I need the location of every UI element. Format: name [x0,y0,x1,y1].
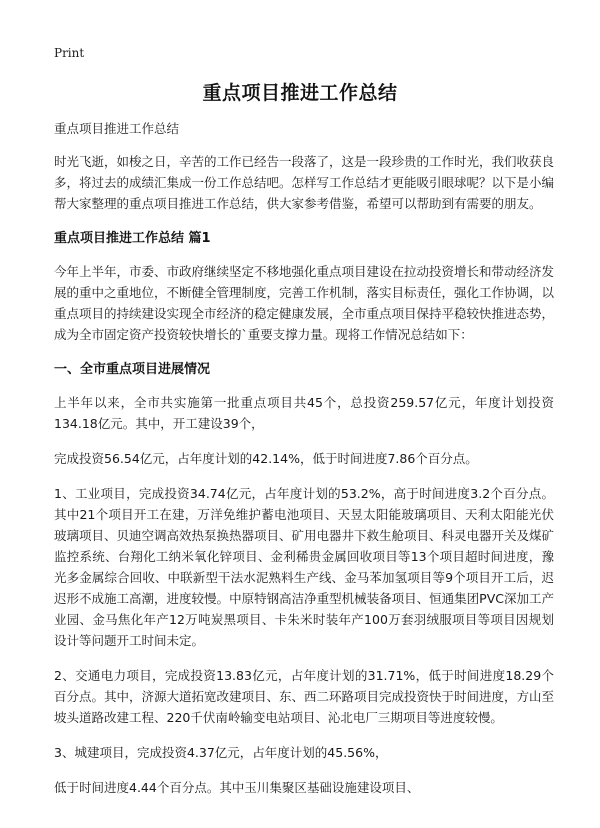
section-subheading: 一、全市重点项目进展情况 [54,362,211,377]
document-subtitle: 重点项目推进工作总结 [54,121,180,136]
document-body [54,118,554,798]
section-intro-paragraph: 今年上半年，市委、市政府继续坚定不移地强化重点项目建设在拉动投资增长和带动经济发展的重中之重地位，不断健全管理制度，完善工作机制，落实目标责任，强化工作协调，以重点项目的持续建设实现全市经济的稳定健康发展，全市重点项目保持平稳较快推进态势，成为全市固定资产投资较快增长的`重要支撑力量。现将工作情况总结如下： [54,264,555,342]
page-title: 重点项目推进工作总结 [202,82,398,104]
body-paragraph-4: 2、交通电力项目，完成投资13.83亿元，占年度计划的31.71%，低于时间进度18.29个百分点。其中，济源大道拓宽改建项目、东、西二环路项目完成投资快于时间进度，方山至坡头道路改建工程、220千伏南岭输变电站项目、沁北电厂三期项目等进度较慢。 [54,668,555,725]
body-paragraph-3: 1、工业项目，完成投资34.74亿元，占年度计划的53.2%，高于时间进度3.2个百分点。其中21个项目开工在建，万洋免维护蓄电池项目、天昱太阳能玻璃项目、天利太阳能光伏玻璃项目、贝迪空调高效热泵换热器项目、矿用电器井下救生舱项目、科灵电器开关及煤矿监控系统、台翔化工纳米氧化锌项目、金利稀贵金属回收项目等13个项目超时间进度，豫光多金属综合回收、中联新型干法水泥熟料生产线、金马苯加氢项目等9个项目开工后，迟迟形不成施工高潮，进度较慢。中原特钢高洁净重型机械装备项目、恒通集团PVC深加工产业园、金马焦化年产12万吨炭黑项目、卡朱米时装年产100万套羽绒服项目等项目因规划设计等问题开工时间未定。 [54,486,555,648]
body-paragraph-1: 上半年以来，全市共实施第一批重点项目共45个，总投资259.57亿元，年度计划投资134.18亿元。其中，开工建设39个， [54,395,554,431]
intro-paragraph: 时光飞逝，如梭之日，辛苦的工作已经告一段落了，这是一段珍贵的工作时光，我们收获良多，将过去的成绩汇集成一份工作总结吧。怎样写工作总结才更能吸引眼球呢？以下是小编帮大家整理的重点项目推进工作总结，供大家参考借鉴，希望可以帮助到有需要的朋友。 [54,154,555,211]
body-paragraph-5: 3、城建项目，完成投资4.37亿元，占年度计划的45.56%， [54,745,388,760]
section-heading: 重点项目推进工作总结 篇1 [54,231,211,246]
body-paragraph-2: 完成投资56.54亿元，占年度计划的42.14%，低于时间进度7.86个百分点。 [54,451,478,466]
body-paragraph-6: 低于时间进度4.44个百分点。其中玉川集聚区基础设施建设项目、 [54,780,420,795]
print-link[interactable]: Print [54,46,85,60]
